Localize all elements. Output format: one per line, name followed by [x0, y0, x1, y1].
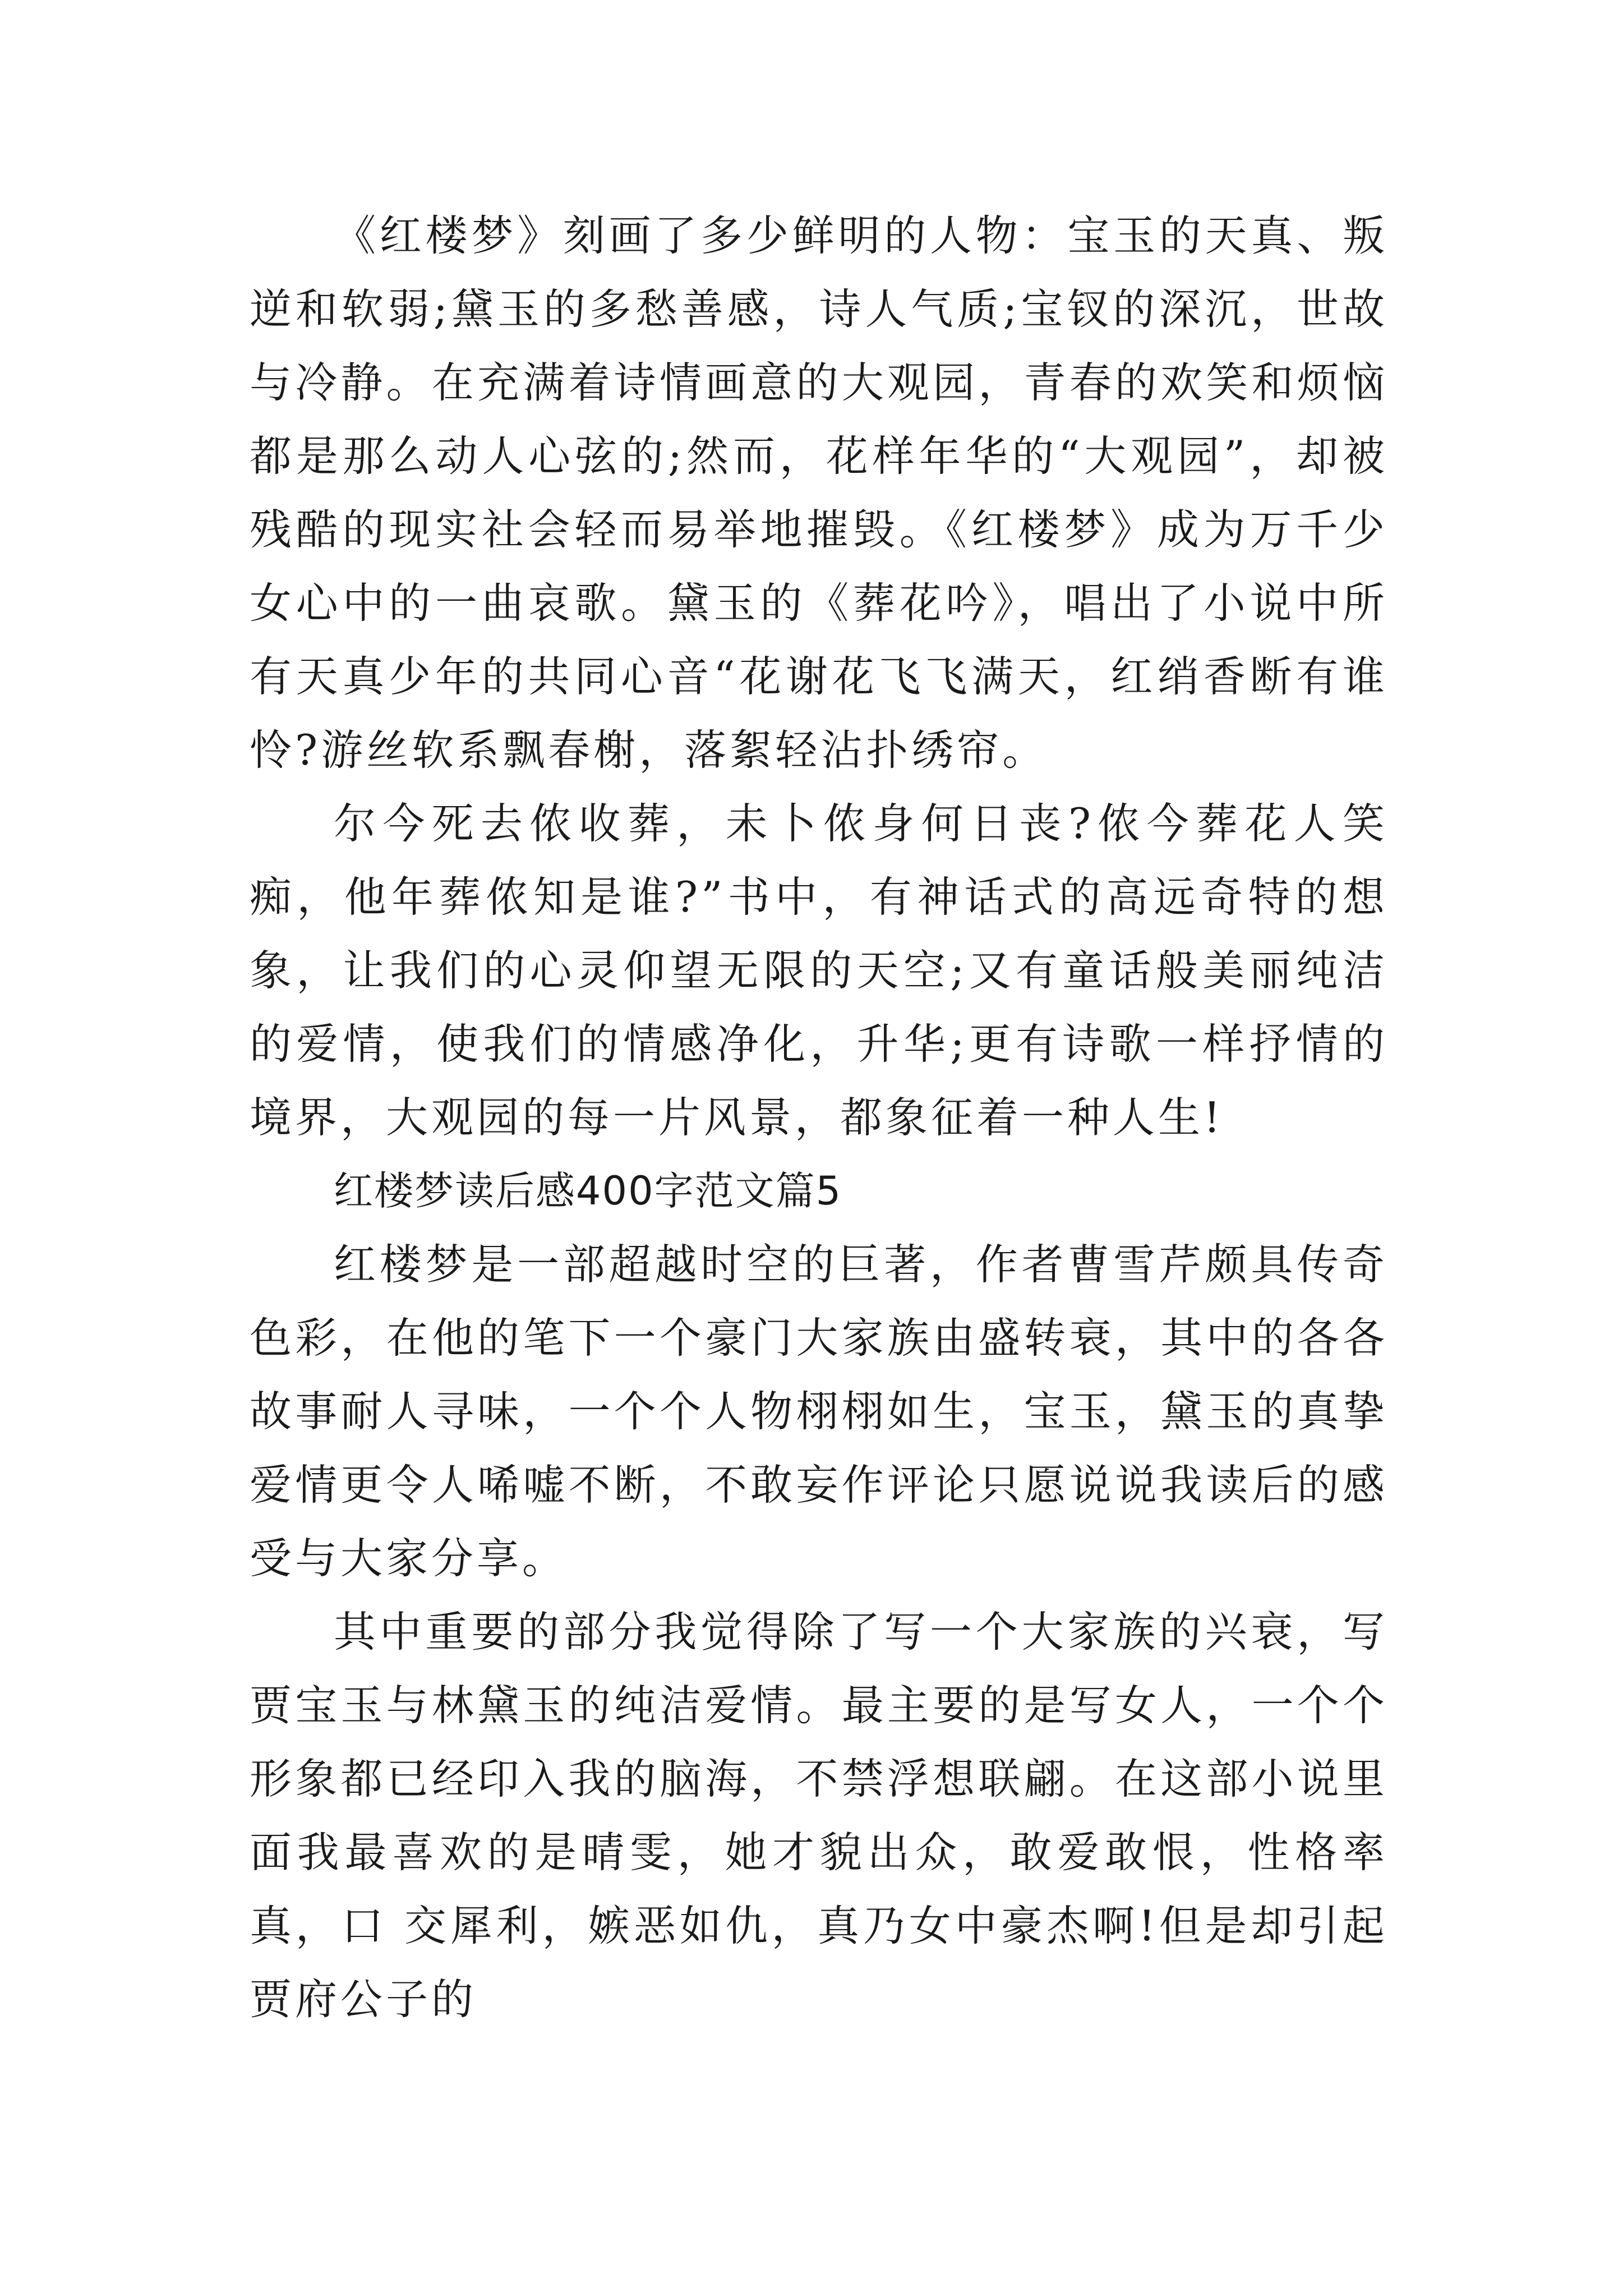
paragraph-3: 红楼梦是一部超越时空的巨著，作者曹雪芹颇具传奇色彩，在他的笔下一个豪门大家族由盛转衰，其中的各各故事耐人寻味，一个个人物栩栩如生，宝玉，黛玉的真挚爱情更令人唏嘘不断，不敢妄作评论只愿说说我读后的感受与大家分享。 — [250, 1240, 1388, 1583]
paragraph-4: 其中重要的部分我觉得除了写一个大家族的兴衰，写贾宝玉与林黛玉的纯洁爱情。最主要的是写女人，一个个形象都已经印入我的脑海，不禁浮想联翩。在这部小说里面我最喜欢的是晴雯，她才貌出众，敢爱敢恨，性格率真，口 交犀利，嫉恶如仇，真乃女中豪杰啊!但是却引起贾府公子的 — [250, 1607, 1388, 2024]
paragraph-2: 尔今死去侬收葬，未卜侬身何日丧?侬今葬花人笑痴，他年葬侬知是谁?”书中，有神话式的高远奇特的想象，让我们的心灵仰望无限的天空;又有童话般美丽纯洁的爱情，使我们的情感净化，升华;更有诗歌一样抒情的境界，大观园的每一片风景，都象征着一种人生! — [250, 799, 1388, 1142]
document-body — [250, 199, 1388, 2036]
paragraph-1: 《红楼梦》刻画了多少鲜明的人物：宝玉的天真、叛逆和软弱;黛玉的多愁善感，诗人气质;宝钗的深沉，世故与冷静。在充满着诗情画意的大观园，青春的欢笑和烦恼都是那么动人心弦的;然而，花样年华的“大观园”，却被残酷的现实社会轻而易举地摧毁。《红楼梦》成为万千少女心中的一曲哀歌。黛玉的《葬花吟》，唱出了小说中所有天真少年的共同心音“花谢花飞飞满天，红绡香断有谁怜?游丝软系飘春榭，落絮轻沾扑绣帘。 — [250, 211, 1388, 775]
section-heading: 红楼梦读后感400字范文篇5 — [334, 1168, 842, 1214]
